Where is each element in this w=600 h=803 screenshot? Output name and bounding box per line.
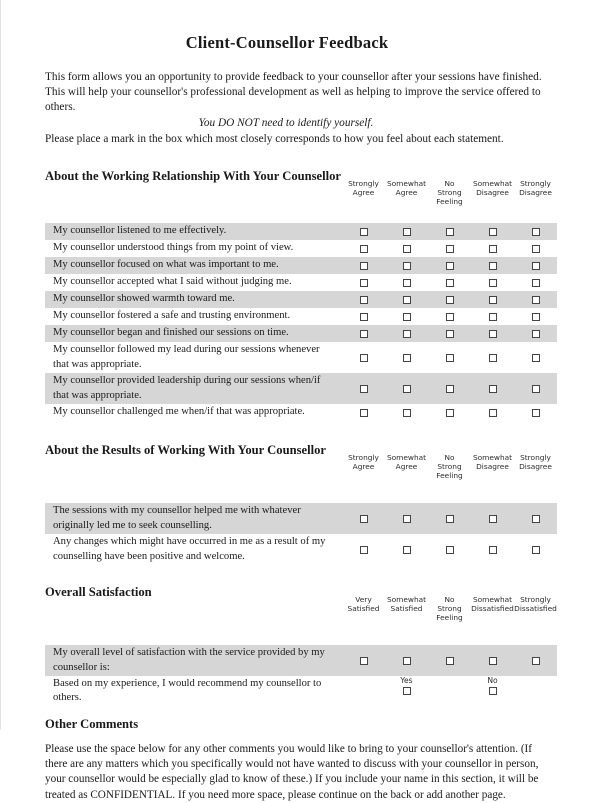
checkbox[interactable] (446, 546, 454, 554)
section-heading-overall: Overall Satisfaction (45, 585, 152, 600)
checkbox[interactable] (403, 385, 411, 393)
checkbox[interactable] (532, 515, 540, 523)
rating-cell (428, 228, 471, 236)
rating-options (342, 546, 557, 554)
table-row (45, 325, 557, 342)
column-header-line1: No (444, 453, 455, 463)
checkbox[interactable] (532, 313, 540, 321)
checkbox[interactable] (360, 546, 368, 554)
checkbox[interactable] (532, 657, 540, 665)
checkbox[interactable] (532, 296, 540, 304)
rating-cell (342, 313, 385, 321)
column-header-line2: Strong (437, 604, 462, 614)
section-heading-comments: Other Comments (45, 717, 139, 732)
column-header-line1: Somewhat (472, 595, 513, 605)
checkbox[interactable] (446, 385, 454, 393)
checkbox[interactable] (489, 279, 497, 287)
rating-cell (342, 409, 385, 417)
recommend-statement: Based on my experience, I would recommend my counsellor to others. (53, 678, 322, 704)
page-title: Client-Counsellor Feedback (185, 33, 389, 52)
rating-cell (428, 409, 471, 417)
section-heading-working-relationship: About the Working Relationship With Your Counsellor (45, 169, 342, 184)
rating-cell (428, 330, 471, 338)
checkbox[interactable] (532, 279, 540, 287)
column-header-line2: Agree (352, 188, 375, 198)
checkbox[interactable] (489, 296, 497, 304)
checkbox[interactable] (489, 515, 497, 523)
statement-rows-results (45, 503, 557, 565)
column-header-line2: Disagree (476, 462, 509, 472)
checkbox[interactable] (446, 262, 454, 270)
rating-cell (514, 279, 557, 287)
table-row (45, 308, 557, 325)
rating-cell (471, 245, 514, 253)
statement-text: My counsellor showed warmth toward me. (53, 293, 235, 305)
rating-cell (428, 279, 471, 287)
checkbox[interactable] (403, 296, 411, 304)
rating-options (342, 228, 557, 236)
checkbox[interactable] (446, 245, 454, 253)
column-header-line1: Strongly (520, 453, 551, 463)
checkbox[interactable] (403, 228, 411, 236)
rating-cell (471, 657, 514, 665)
column-header-line2: Disagree (519, 188, 552, 198)
column-header-line1: Somewhat (472, 179, 513, 189)
rating-cell (428, 262, 471, 270)
rating-cell (471, 409, 514, 417)
rating-cell (428, 245, 471, 253)
checkbox[interactable] (532, 262, 540, 270)
rating-cell (428, 296, 471, 304)
rating-options (342, 409, 557, 417)
checkbox[interactable] (446, 409, 454, 417)
column-header-line2: Strong (437, 188, 462, 198)
checkbox[interactable] (403, 657, 411, 665)
column-header-line1: Somewhat (386, 453, 427, 463)
table-row (45, 503, 557, 534)
column-header-line2: Dissatisfied (471, 604, 514, 614)
checkbox[interactable] (489, 262, 497, 270)
checkbox[interactable] (403, 546, 411, 554)
comments-instructions: Please use the space below for any other comments you would like to bring to your counsellor's attention. (If there are any matters which you specifically would not have wanted to discuss with your counsellor in person, your counsellor would be especially glad to know of these.) If you include your name in this section, it will be treated as CONFIDENTIAL. If you need more space, please continue on the back or add another page. (45, 743, 539, 801)
intro-emphasis: You DO NOT need to identify yourself. (198, 116, 374, 129)
table-row (45, 257, 557, 274)
checkbox[interactable] (489, 330, 497, 338)
checkbox[interactable] (489, 313, 497, 321)
checkbox[interactable] (360, 330, 368, 338)
column-header-line1: Very (355, 595, 372, 605)
rating-cell (471, 262, 514, 270)
rating-cell (385, 313, 428, 321)
recommend-cell (514, 676, 557, 708)
rating-options (342, 296, 557, 304)
statement-text: Any changes which might have occurred in me as a result of my counselling have been positive and welcome. (53, 536, 326, 562)
checkbox[interactable] (360, 296, 368, 304)
checkbox[interactable] (532, 409, 540, 417)
rating-cell (471, 313, 514, 321)
section-overall-satisfaction (45, 585, 557, 708)
checkbox[interactable] (403, 279, 411, 287)
column-header-line3: Feeling (436, 613, 463, 623)
statement-text: My counsellor focused on what was important to me. (53, 259, 279, 271)
checkbox[interactable] (489, 245, 497, 253)
rating-cell (471, 385, 514, 393)
column-header-line1: Somewhat (386, 179, 427, 189)
table-row (45, 274, 557, 291)
checkbox[interactable] (403, 354, 411, 362)
checkbox[interactable] (403, 687, 411, 695)
rating-cell (385, 245, 428, 253)
column-header-line1: Strongly (520, 595, 551, 605)
checkbox[interactable] (532, 330, 540, 338)
rating-cell (514, 515, 557, 523)
rating-cell (514, 657, 557, 665)
table-row (45, 342, 557, 373)
checkbox[interactable] (403, 245, 411, 253)
rating-cell (385, 409, 428, 417)
recommend-options (342, 676, 557, 708)
rating-cell (385, 657, 428, 665)
checkbox[interactable] (489, 687, 497, 695)
column-header-line1: Strongly (348, 453, 379, 463)
checkbox[interactable] (532, 385, 540, 393)
checkbox[interactable] (446, 228, 454, 236)
rating-options (342, 262, 557, 270)
checkbox[interactable] (489, 546, 497, 554)
column-header-line2: Satisfied (347, 604, 380, 614)
rating-options (342, 330, 557, 338)
checkbox[interactable] (446, 354, 454, 362)
statement-rows-working-relationship (45, 223, 557, 421)
rating-cell (428, 546, 471, 554)
checkbox[interactable] (360, 354, 368, 362)
rating-cell (471, 354, 514, 362)
checkbox[interactable] (446, 279, 454, 287)
rating-options (342, 279, 557, 287)
checkbox[interactable] (489, 657, 497, 665)
checkbox[interactable] (489, 409, 497, 417)
rating-cell (342, 330, 385, 338)
rating-cell (428, 385, 471, 393)
column-header-line1: Strongly (348, 179, 379, 189)
checkbox[interactable] (403, 313, 411, 321)
statement-text: My counsellor accepted what I said without judging me. (53, 276, 292, 288)
intro-instruction: Please place a mark in the box which most closely corresponds to how you feel about each statement. (45, 132, 504, 145)
rating-cell (385, 515, 428, 523)
rating-cell (514, 245, 557, 253)
checkbox[interactable] (446, 313, 454, 321)
rating-cell (385, 354, 428, 362)
statement-text: My counsellor began and finished our sessions on time. (53, 327, 289, 339)
rating-cell (342, 385, 385, 393)
rating-cell (514, 296, 557, 304)
statement-text: My counsellor challenged me when/if that was appropriate. (53, 406, 305, 418)
column-header-line1: No (444, 595, 455, 605)
statement-text: My counsellor understood things from my point of view. (53, 242, 294, 254)
rating-cell (514, 228, 557, 236)
column-header-line1: Somewhat (386, 595, 427, 605)
rating-cell (514, 546, 557, 554)
statement-text: The sessions with my counsellor helped me with whatever originally led me to seek counselling. (53, 505, 301, 531)
table-row (45, 240, 557, 257)
rating-options (342, 515, 557, 523)
checkbox[interactable] (403, 262, 411, 270)
rating-cell (428, 515, 471, 523)
rating-options (342, 245, 557, 253)
checkbox[interactable] (360, 385, 368, 393)
table-row (45, 223, 557, 240)
checkbox[interactable] (403, 515, 411, 523)
rating-cell (342, 228, 385, 236)
column-header-line2: Agree (395, 188, 418, 198)
statement-text: My overall level of satisfaction with the service provided by my counsellor is: (53, 647, 325, 673)
checkbox[interactable] (360, 228, 368, 236)
statement-text: My counsellor provided leadership during our sessions when/if that was appropriate. (53, 375, 321, 401)
checkbox[interactable] (489, 354, 497, 362)
column-header-line2: Disagree (519, 462, 552, 472)
rating-cell (514, 409, 557, 417)
recommend-cell (385, 676, 428, 708)
rating-cell (514, 262, 557, 270)
column-header-line2: Strong (437, 462, 462, 472)
column-header-line2: Dissatisfied (514, 604, 557, 614)
recommend-cell (471, 676, 514, 708)
column-header-line1: Somewhat (472, 453, 513, 463)
rating-cell (471, 279, 514, 287)
column-header-line3: Feeling (436, 197, 463, 207)
checkbox[interactable] (532, 245, 540, 253)
checkbox[interactable] (360, 279, 368, 287)
statement-text: My counsellor followed my lead during our sessions whenever that was appropriate. (53, 344, 320, 370)
rating-cell (385, 296, 428, 304)
rating-cell (428, 354, 471, 362)
column-header-line2: Satisfied (390, 604, 423, 614)
section-heading-results: About the Results of Working With Your Counsellor (45, 443, 326, 458)
column-header-line3: Feeling (436, 471, 463, 481)
table-row (45, 534, 557, 565)
recommend-option-label: No (487, 676, 498, 686)
rating-cell (514, 385, 557, 393)
recommend-cell (342, 676, 385, 708)
rating-cell (385, 385, 428, 393)
checkbox[interactable] (489, 228, 497, 236)
checkbox[interactable] (360, 313, 368, 321)
checkbox[interactable] (360, 515, 368, 523)
rating-cell (342, 262, 385, 270)
rating-cell (385, 279, 428, 287)
table-row (45, 645, 557, 676)
intro-paragraph: This form allows you an opportunity to provide feedback to your counsellor after your sessions have finished. This will help your counsellor's professional development as well as helping to improve the service offered to others. (45, 71, 542, 114)
rating-cell (514, 330, 557, 338)
rating-cell (471, 228, 514, 236)
rating-cell (471, 515, 514, 523)
rating-cell (342, 546, 385, 554)
column-header-line1: Strongly (520, 179, 551, 189)
checkbox[interactable] (403, 330, 411, 338)
rating-cell (385, 546, 428, 554)
column-header-line2: Agree (395, 462, 418, 472)
rating-cell (514, 354, 557, 362)
column-header-line2: Disagree (476, 188, 509, 198)
checkbox[interactable] (403, 409, 411, 417)
checkbox[interactable] (532, 228, 540, 236)
rating-cell (342, 296, 385, 304)
recommend-option-label: Yes (400, 676, 413, 686)
column-header-line1: No (444, 179, 455, 189)
statement-text: My counsellor listened to me effectively. (53, 225, 227, 237)
rating-cell (385, 228, 428, 236)
rating-cell (342, 657, 385, 665)
rating-cell (342, 354, 385, 362)
rating-cell (342, 245, 385, 253)
checkbox[interactable] (360, 657, 368, 665)
checkbox[interactable] (360, 409, 368, 417)
column-header-line2: Agree (352, 462, 375, 472)
rating-cell (428, 313, 471, 321)
checkbox[interactable] (532, 354, 540, 362)
section-results (45, 443, 557, 565)
table-row (45, 291, 557, 308)
rating-cell (471, 330, 514, 338)
table-row (45, 373, 557, 404)
rating-options (342, 354, 557, 362)
intro-block (45, 70, 557, 147)
checkbox[interactable] (360, 245, 368, 253)
checkbox[interactable] (446, 330, 454, 338)
checkbox[interactable] (532, 546, 540, 554)
rating-options (342, 657, 557, 665)
statement-rows-overall (45, 645, 557, 676)
checkbox[interactable] (446, 515, 454, 523)
rating-options (342, 313, 557, 321)
rating-cell (342, 279, 385, 287)
checkbox[interactable] (446, 296, 454, 304)
rating-cell (385, 330, 428, 338)
recommend-cell (428, 676, 471, 708)
rating-cell (471, 546, 514, 554)
section-working-relationship (45, 169, 557, 421)
table-row (45, 404, 557, 421)
rating-cell (428, 657, 471, 665)
rating-cell (514, 313, 557, 321)
rating-cell (385, 262, 428, 270)
rating-options (342, 385, 557, 393)
checkbox[interactable] (489, 385, 497, 393)
checkbox[interactable] (446, 657, 454, 665)
rating-cell (471, 296, 514, 304)
recommend-row (45, 676, 557, 708)
rating-cell (342, 515, 385, 523)
statement-text: My counsellor fostered a safe and trusting environment. (53, 310, 291, 322)
checkbox[interactable] (360, 262, 368, 270)
